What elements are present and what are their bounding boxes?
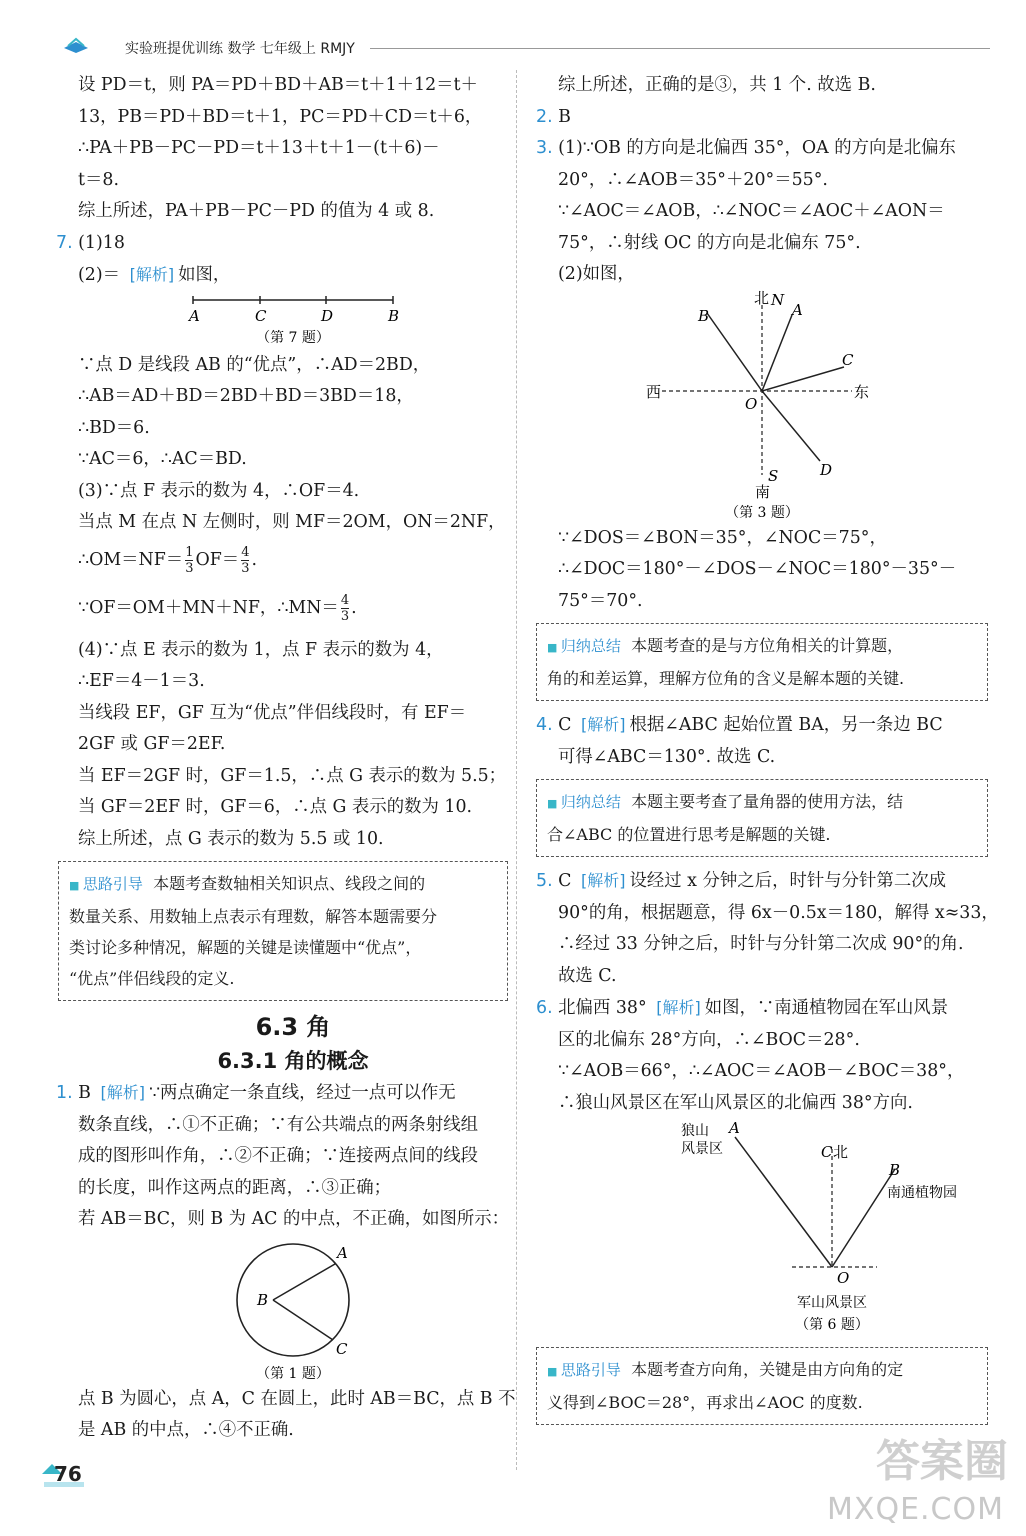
analysis-tag: [解析] xyxy=(580,715,626,734)
analysis-tag-label: 解析 xyxy=(662,998,695,1017)
text-line: 20°，∴∠AOB＝35°＋20°＝55°. xyxy=(558,169,828,190)
question-number: 2. xyxy=(536,106,553,127)
direction-label: 南 xyxy=(755,482,771,501)
analysis-tag-label: 解析 xyxy=(587,715,620,734)
watermark-mark: 答案圈 xyxy=(876,1436,1008,1487)
text-line: . xyxy=(351,597,357,618)
place-label: 南通植物园 xyxy=(887,1185,957,1201)
summary-box xyxy=(536,623,988,701)
text-line: 点 B 为圆心，点 A，C 在圆上，此时 AB＝BC，点 B 不 xyxy=(78,1388,516,1409)
text-line: 成的图形叫作角，∴②不正确；∵连接两点间的线段 xyxy=(78,1146,478,1166)
answer: B xyxy=(558,106,571,127)
text-line: ∵OF＝OM＋MN＋NF，∴MN＝ xyxy=(78,597,339,618)
text-line: ∵AC＝6，∴AC＝BD. xyxy=(78,449,247,469)
figure-3-directions xyxy=(642,288,882,523)
fraction-line xyxy=(78,587,508,629)
text-line: 设 PD＝t，则 PA＝PD＋BD＋AB＝t＋1＋12＝t＋ xyxy=(78,75,478,95)
text-line: 根据∠ABC 起始位置 BA，另一条边 BC xyxy=(629,715,943,735)
tip-text: 本题考查数轴相关知识点、线段之间的 xyxy=(153,874,426,893)
text-line: 设经过 x 分钟之后，时针与分针第二次成 xyxy=(629,871,946,891)
text-line: ∴EF＝4－1＝3. xyxy=(78,671,205,691)
section-title: 6.3 角 xyxy=(255,1013,331,1041)
analysis-tag-label: 解析 xyxy=(135,265,168,284)
tip-tag: ■ 思路引导 xyxy=(69,875,143,893)
text-line: 如图，∵南通植物园在军山风景 xyxy=(704,998,949,1018)
subsection-title: 6.3.1 角的概念 xyxy=(217,1049,369,1073)
point-label: A xyxy=(337,1243,348,1262)
point-label: C xyxy=(821,1143,833,1161)
text-line: 75°，∴射线 OC 的方向是北偏东 75°. xyxy=(558,232,861,253)
place-label: 狼山 xyxy=(681,1123,709,1139)
summary-tag: ■ 归纳总结 xyxy=(547,637,621,655)
text-line: (2)如图， xyxy=(558,264,635,284)
text-line: 90°的角，根据题意，得 6x－0.5x＝180，解得 x≈33， xyxy=(558,902,999,923)
summary-text: 本题考查的是与方位角相关的计算题， xyxy=(631,636,904,655)
watermark-site: MXQE.COM xyxy=(827,1492,1004,1527)
text-line: 是 AB 的中点，∴④不正确. xyxy=(78,1420,294,1440)
point-label: B xyxy=(889,1161,901,1179)
text-line: 13，PB＝PD＋BD＝t＋1，PC＝PD＋CD＝t＋6， xyxy=(78,106,483,127)
point-label: D xyxy=(820,460,833,479)
text-line: . xyxy=(251,549,258,570)
question-7-part-2 xyxy=(78,259,508,292)
point-label: A xyxy=(189,306,200,325)
point-label: S xyxy=(768,466,779,485)
text-line: t＝8. xyxy=(78,169,119,190)
tip-text: 数量关系、用数轴上点表示有理数，解答本题需要分 xyxy=(69,907,438,926)
question-number: 4. xyxy=(536,715,553,735)
text-line: (2)＝ xyxy=(78,265,121,285)
question-number: 6. xyxy=(536,998,553,1018)
point-label: O xyxy=(745,394,758,413)
text-line: ∵点 D 是线段 AB 的“优点”，∴AD＝2BD， xyxy=(78,354,431,375)
figure-caption: （第 1 题） xyxy=(256,1365,330,1382)
fraction-line xyxy=(78,539,508,581)
point-label: C xyxy=(336,1339,348,1358)
text-line: (3)∵点 F 表示的数为 4，∴OF＝4. xyxy=(78,480,360,501)
question-number: 7. xyxy=(56,232,73,253)
text-line: ∴PA＋PB－PC－PD＝t＋13＋t＋1－(t＋6)－ xyxy=(78,138,440,158)
tip-text: 类讨论多种情况，解题的关键是读懂题中“优点”， xyxy=(69,938,422,957)
question-4 xyxy=(536,709,988,742)
text-line: 故选 C. xyxy=(558,965,617,986)
text-line: 当点 M 在点 N 左侧时，则 MF＝2OM，ON＝2NF， xyxy=(78,512,506,532)
numerator: 1 xyxy=(185,544,194,560)
denominator: 3 xyxy=(241,560,250,576)
text-line: 若 AB＝BC，则 B 为 AC 的中点，不正确，如图所示： xyxy=(78,1209,510,1229)
figure-7-segment xyxy=(173,292,413,350)
point-label: B xyxy=(388,306,400,325)
summary-tag: ■ 归纳总结 xyxy=(547,793,621,811)
text-line: 当 GF＝2EF 时，GF＝6，∴点 G 表示的数为 10. xyxy=(78,797,473,817)
point-label: A xyxy=(792,300,803,319)
denominator: 3 xyxy=(185,560,194,576)
summary-text: 本题主要考查了量角器的使用方法，结 xyxy=(631,792,904,811)
place-label: 风景区 xyxy=(681,1141,723,1157)
text-line: 综上所述，点 G 表示的数为 5.5 或 10. xyxy=(78,828,384,849)
question-1 xyxy=(56,1077,508,1110)
fraction xyxy=(185,545,193,576)
figure-caption: （第 3 题） xyxy=(725,504,799,521)
point-label: B xyxy=(698,306,710,325)
text-line: 可得∠ABC＝130°. 故选 C. xyxy=(558,746,776,767)
figure-1-circle xyxy=(218,1236,368,1384)
answer: C xyxy=(558,871,572,891)
fraction xyxy=(241,545,249,576)
tip-box xyxy=(536,1347,988,1425)
tip-box xyxy=(58,861,508,1001)
figure-caption: （第 7 题） xyxy=(256,329,330,346)
direction-label: 北 xyxy=(833,1143,849,1161)
summary-box xyxy=(536,779,988,857)
point-label: C xyxy=(255,306,267,325)
header-title: 实验班提优训练 数学 七年级上 RMJY xyxy=(125,41,355,57)
tip-tag: ■ 思路引导 xyxy=(547,1361,621,1379)
column-divider xyxy=(516,70,517,1470)
text-line: 当 EF＝2GF 时，GF＝1.5，∴点 G 表示的数为 5.5； xyxy=(78,765,507,786)
answer: B xyxy=(78,1083,91,1103)
question-number: 3. xyxy=(536,138,553,158)
figure-caption: （第 6 题） xyxy=(795,1317,869,1333)
text-line: ∴BD＝6. xyxy=(78,417,150,438)
text-line: ∴经过 33 分钟之后，时针与分针第二次成 90°的角. xyxy=(558,934,964,954)
book-logo-icon xyxy=(62,38,90,54)
text-line: OF＝ xyxy=(195,549,240,570)
text-line: ∴OM＝NF＝ xyxy=(78,549,184,570)
answer: C xyxy=(558,715,572,735)
numerator: 4 xyxy=(340,592,350,608)
direction-label: 西 xyxy=(646,382,662,401)
text-line: ∵∠AOB＝66°，∴∠AOC＝∠AOB－∠BOC＝38°， xyxy=(558,1061,965,1081)
point-label: O xyxy=(837,1269,850,1287)
tip-text: 本题考查方向角，关键是由方向角的定 xyxy=(631,1360,904,1379)
point-label: D xyxy=(321,306,334,325)
numerator: 4 xyxy=(241,544,250,560)
analysis-tag: [解析] xyxy=(656,998,701,1017)
summary-text: 合∠ABC 的位置进行思考是解题的关键. xyxy=(547,825,831,844)
question-7 xyxy=(56,228,508,260)
fraction xyxy=(341,593,349,624)
header-rule xyxy=(370,48,990,49)
text-line: ∵∠DOS＝∠BON＝35°，∠NOC＝75°， xyxy=(558,527,887,548)
place-label: 军山风景区 xyxy=(797,1295,867,1311)
text-line: 数条直线，∴①不正确；∵有公共端点的两条射线组 xyxy=(78,1114,478,1135)
text-line: (1)18 xyxy=(78,232,125,253)
page-number: 76 xyxy=(54,1462,82,1486)
direction-label: 东 xyxy=(854,382,870,401)
text-line: ∴∠DOC＝180°－∠DOS－∠NOC＝180°－35°－ xyxy=(558,559,957,579)
text-line: 区的北偏东 28°方向，∴∠BOC＝28°. xyxy=(558,1029,860,1050)
text-line: 2GF 或 GF＝2EF. xyxy=(78,734,226,754)
analysis-tag-label: 解析 xyxy=(106,1083,139,1102)
text-line: ∴AB＝AD＋BD＝2BD＋BD＝3BD＝18， xyxy=(78,386,414,406)
point-label: C xyxy=(842,350,854,369)
tip-text: “优点”伴侣线段的定义. xyxy=(69,969,235,988)
text-line: 75°＝70°. xyxy=(558,590,643,611)
question-3 xyxy=(536,133,988,165)
text-line: 如图， xyxy=(178,265,231,285)
text-line: (1)∵OB 的方向是北偏西 35°，OA 的方向是北偏东 xyxy=(558,138,956,158)
question-number: 1. xyxy=(56,1083,73,1103)
page-number-badge xyxy=(40,1460,90,1490)
direction-label: 北 xyxy=(754,288,770,307)
question-number: 5. xyxy=(536,871,553,891)
text-line: ∵两点确定一条直线，经过一点可以作无 xyxy=(148,1083,456,1103)
answer: 北偏西 38° xyxy=(558,998,647,1018)
point-label: A xyxy=(729,1119,740,1137)
text-line: 综上所述，PA＋PB－PC－PD 的值为 4 或 8. xyxy=(78,201,435,221)
left-column xyxy=(56,70,516,1447)
text-line: 综上所述，正确的是③，共 1 个. 故选 B. xyxy=(558,75,876,95)
question-2 xyxy=(536,102,988,134)
denominator: 3 xyxy=(340,608,350,624)
analysis-tag: [解析] xyxy=(129,265,175,284)
text-line: (4)∵点 E 表示的数为 1，点 F 表示的数为 4， xyxy=(78,639,444,660)
analysis-tag: [解析] xyxy=(580,871,626,890)
tip-text: 义得到∠BOC＝28°，再求出∠AOC 的度数. xyxy=(547,1393,863,1412)
summary-text: 角的和差运算，理解方位角的含义是解本题的关键. xyxy=(547,669,905,688)
text-line: 的长度，叫作这两点的距离，∴③正确； xyxy=(78,1177,392,1198)
analysis-tag-label: 解析 xyxy=(587,871,620,890)
analysis-tag: [解析] xyxy=(100,1083,145,1102)
text-line: ∵∠AOC＝∠AOB，∴∠NOC＝∠AOC＋∠AON＝ xyxy=(558,201,945,221)
question-5 xyxy=(536,865,988,898)
point-label: B xyxy=(257,1290,269,1309)
right-column xyxy=(536,70,999,1433)
figure-6-directions xyxy=(597,1119,957,1341)
text-line: 当线段 EF，GF 互为“优点”伴侣线段时，有 EF＝ xyxy=(78,702,467,723)
question-6 xyxy=(536,992,988,1025)
page-header xyxy=(40,30,990,60)
point-label: N xyxy=(771,290,785,309)
text-line: ∴狼山风景区在军山风景区的北偏西 38°方向. xyxy=(558,1092,913,1113)
